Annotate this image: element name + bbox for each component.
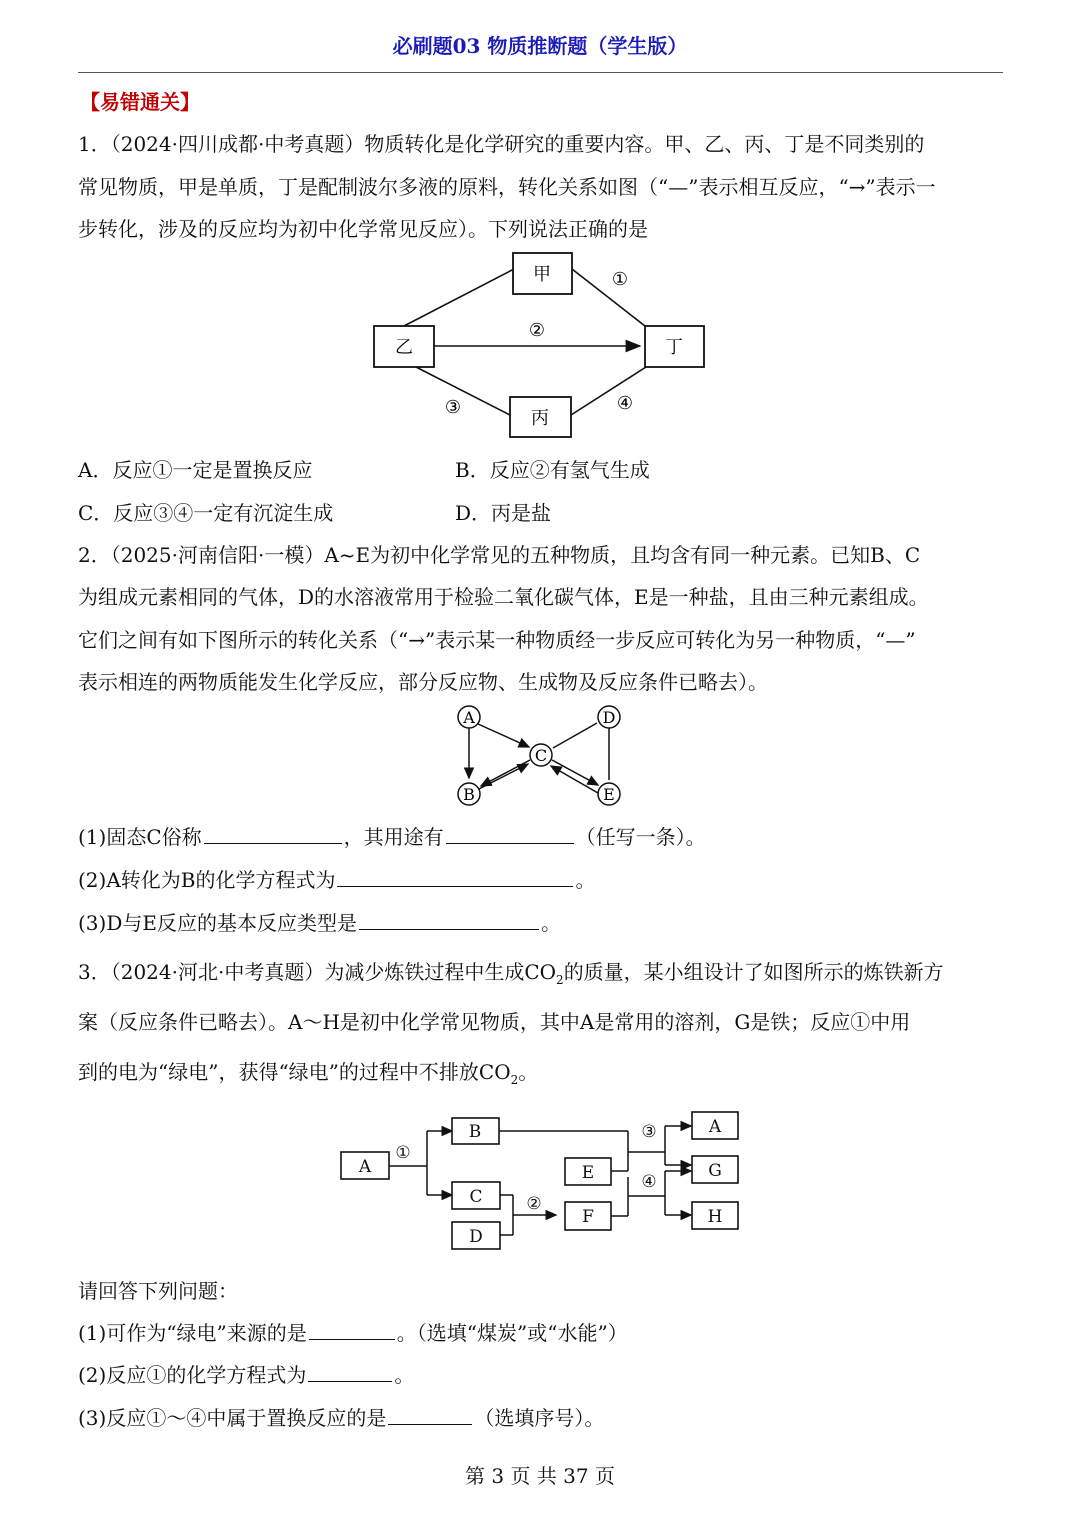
q3-line3 (78, 1056, 1008, 1087)
page-footer: 第 3 页 共 37 页 (465, 1464, 615, 1488)
q3-sub2-text-a: (2)反应①的化学方程式为 (78, 1363, 307, 1387)
q1-edge-yi-bing (416, 367, 510, 415)
q3-node-b: B (468, 1122, 482, 1142)
q2-edge-a-c (478, 724, 529, 747)
q2-sub2-blank[interactable] (337, 866, 573, 887)
q1-node-ding: 丁 (665, 337, 683, 358)
q2-diagram (445, 700, 635, 812)
q2-sub3-blank[interactable] (359, 909, 539, 930)
q2-node-b: B (463, 785, 475, 804)
q3-node-d: D (469, 1227, 483, 1247)
page-header-title: 必刷题03 物质推断题（学生版） (392, 34, 688, 58)
q2-sub3-text-b: 。 (540, 911, 561, 935)
q2-sub1 (78, 821, 1008, 850)
header-divider (78, 72, 1003, 73)
q1-option-a: A．反应①一定是置换反应 (78, 458, 313, 482)
section-label: 【易错通关】 (80, 90, 200, 114)
q1-option-b: B．反应②有氢气生成 (455, 458, 650, 482)
q3-sub2 (78, 1359, 1008, 1388)
q1-edge-jia-ding (572, 269, 645, 326)
q3-sub1-text-b: 。（选填“煤炭”或“水能”） (396, 1321, 628, 1345)
q3-sub3 (78, 1402, 1008, 1431)
q1-node-yi: 乙 (395, 337, 413, 358)
q1-label-r1: ① (611, 269, 629, 290)
q2-sub2 (78, 864, 1008, 893)
q3-label-r3: ③ (641, 1122, 657, 1142)
q2-line1: 2．（2025·河南信阳·一模）A~E为初中化学常见的五种物质，且均含有同一种元素。已知B、C (78, 543, 921, 567)
q1-line2: 常见物质，甲是单质，丁是配制波尔多液的原料，转化关系如图（“—”表示相互反应，“→”表示一 (78, 175, 936, 199)
q1-edge-bing-ding (571, 367, 646, 415)
q3-node-a: A (358, 1157, 372, 1177)
q2-sub3 (78, 907, 1008, 936)
q3-diagram (335, 1105, 745, 1255)
q2-edge-c-b (481, 760, 530, 786)
q3-line3-subscript: 2 (510, 1073, 519, 1087)
q2-node-e: E (603, 785, 615, 804)
q3-node-h: H (707, 1207, 723, 1227)
q1-node-bing: 丙 (531, 408, 549, 429)
q1-label-r2: ② (528, 320, 546, 341)
q3-label-r2: ② (526, 1194, 542, 1214)
q3-line1-text-a: 3．（2024·河北·中考真题）为减少炼铁过程中生成CO (78, 960, 557, 984)
q3-sub3-blank[interactable] (388, 1404, 472, 1425)
q2-edge-b-c (477, 764, 528, 790)
q1-label-r3: ③ (444, 397, 462, 418)
q2-edge-e-c (551, 766, 598, 793)
q2-line3: 它们之间有如下图所示的转化关系（“→”表示某一种物质经一步反应可转化为另一种物质，“—” (78, 628, 916, 652)
q2-line2: 为组成元素相同的气体，D的水溶液常用于检验二氧化碳气体，E是一种盐，且由三种元素组成。 (78, 585, 929, 609)
q1-edge-yi-jia (404, 269, 514, 326)
q3-line1-subscript: 2 (556, 973, 564, 987)
q3-sub1 (78, 1317, 1008, 1346)
q2-sub1-text-c: （任写一条）。 (575, 825, 706, 849)
q3-line3-text-b: 。 (518, 1060, 539, 1084)
q2-sub2-text-a: (2)A转化为B的化学方程式为 (78, 868, 336, 892)
q3-sub2-blank[interactable] (308, 1361, 392, 1382)
q3-line2: 案（反应条件已略去）。A～H是初中化学常见物质，其中A是常用的溶剂，G是铁；反应①中用 (78, 1010, 911, 1034)
q2-line4: 表示相连的两物质能发生化学反应，部分反应物、生成物及反应条件已略去）。 (78, 670, 768, 694)
q3-node-g: G (708, 1161, 722, 1181)
q2-sub1-text-b: ，其用途有 (343, 825, 444, 849)
q1-line1: 1．（2024·四川成都·中考真题）物质转化是化学研究的重要内容。甲、乙、丙、丁是不同类别的 (78, 132, 925, 156)
q1-node-jia: 甲 (533, 264, 551, 285)
q3-sub1-blank[interactable] (309, 1319, 395, 1340)
q3-sub3-text-a: (3)反应①～④中属于置换反应的是 (78, 1406, 387, 1430)
q1-diagram (360, 245, 720, 445)
q2-sub1-text-a: (1)固态C俗称 (78, 825, 202, 849)
q3-node-f: F (582, 1207, 594, 1227)
q3-label-r4: ④ (641, 1172, 657, 1192)
q1-option-c: C．反应③④一定有沉淀生成 (78, 501, 334, 525)
q2-edge-c-d (553, 723, 597, 748)
q3-node-c: C (469, 1187, 483, 1207)
q3-line1-text-b: 的质量，某小组设计了如图所示的炼铁新方 (563, 960, 944, 984)
q2-edge-c-e (552, 760, 598, 785)
q3-line1 (78, 956, 1008, 987)
q2-sub1-blank-2[interactable] (446, 823, 574, 844)
q2-node-c: C (534, 746, 548, 765)
q3-prompt: 请回答下列问题： (78, 1279, 238, 1303)
q3-label-r1: ① (395, 1143, 411, 1163)
q3-node-a2: A (708, 1117, 722, 1137)
q2-node-a: A (463, 708, 475, 727)
q2-sub1-blank-1[interactable] (204, 823, 342, 844)
q2-node-d: D (602, 708, 616, 727)
q1-line3: 步转化，涉及的反应均为初中化学常见反应）。下列说法正确的是 (78, 217, 648, 241)
q1-label-r4: ④ (616, 393, 634, 414)
q3-sub1-text-a: (1)可作为“绿电”来源的是 (78, 1321, 307, 1345)
q3-line3-text-a: 到的电为“绿电”，获得“绿电”的过程中不排放CO (78, 1060, 511, 1084)
q3-sub2-text-b: 。 (394, 1363, 415, 1387)
q1-option-d: D．丙是盐 (455, 501, 552, 525)
q3-node-e: E (581, 1163, 595, 1183)
q3-sub3-text-b: （选填序号）。 (474, 1406, 605, 1430)
q2-sub3-text-a: (3)D与E反应的基本反应类型是 (78, 911, 357, 935)
q2-sub2-text-b: 。 (575, 868, 596, 892)
